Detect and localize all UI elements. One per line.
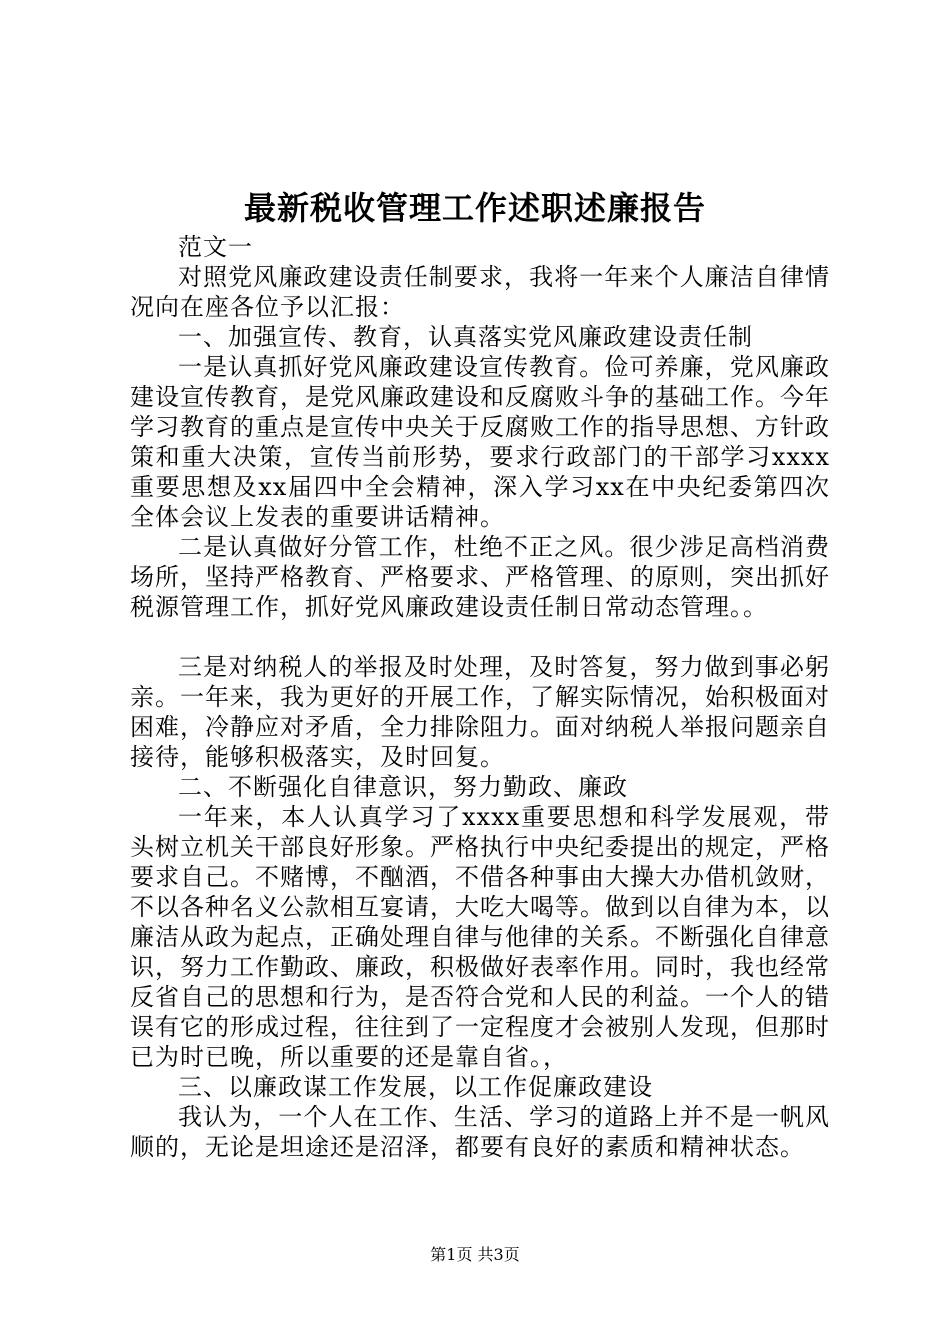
paragraph-self-discipline: 一年来，本人认真学习了xxxx重要思想和科学发展观，带头树立机关干部良好形象。严格执行中央纪委提出的规定，严格要求自己。不赌博，不酗酒，不借各种事由大操大办借机敛财，不以各种名义公款相互宴请，大吃大喝等。做到以自律为本，以廉洁从政为起点，正确处理自律与他律的关系。不断强化自律意识，努力工作勤政、廉政，积极做好表率作用。同时，我也经常反省自己的思想和行为，是否符合党和人民的利益。一个人的错误有它的形成过程，往往到了一定程度才会被别人发现，但那时已为时已晚，所以重要的还是靠自省。， xyxy=(130,803,830,1071)
section-heading-2: 二、不断强化自律意识，努力勤政、廉政 xyxy=(178,773,628,801)
section-heading-3: 三、以廉政谋工作发展，以工作促廉政建设 xyxy=(178,1073,653,1101)
paragraph-point-2: 二是认真做好分管工作，杜绝不正之风。很少涉足高档消费场所，坚持严格教育、严格要求、严格管理、的原则，突出抓好税源管理工作，抓好党风廉政建设责任制日常动态管理。。 xyxy=(130,533,830,621)
section-heading-1: 一、加强宣传、教育，认真落实党风廉政建设责任制 xyxy=(178,323,753,351)
document-body xyxy=(130,232,830,1162)
paragraph-heading-sample: 范文一 xyxy=(178,233,253,261)
paragraph-gap xyxy=(130,622,830,652)
document-title: 最新税收管理工作述职述廉报告 xyxy=(243,189,706,227)
page-number-footer: 第1页 共3页 xyxy=(430,1245,520,1264)
paragraph-point-3: 三是对纳税人的举报及时处理，及时答复，努力做到事必躬亲。一年来，我为更好的开展工作，了解实际情况，始积极面对困难，冷静应对矛盾，全力排除阻力。面对纳税人举报问题亲自接待，能够积极落实，及时回复。 xyxy=(130,653,830,771)
paragraph-point-1: 一是认真抓好党风廉政建设宣传教育。俭可养廉，党风廉政建设宣传教育，是党风廉政建设和反腐败斗争的基础工作。今年学习教育的重点是宣传中央关于反腐败工作的指导思想、方针政策和重大决策，宣传当前形势，要求行政部门的干部学习xxxx重要思想及xx届四中全会精神，深入学习xx在中央纪委第四次全体会议上发表的重要讲话精神。 xyxy=(130,353,830,531)
paragraph-conclusion: 我认为，一个人在工作、生活、学习的道路上并不是一帆风顺的，无论是坦途还是沼泽，都要有良好的素质和精神状态。 xyxy=(130,1103,830,1161)
paragraph-intro: 对照党风廉政建设责任制要求，我将一年来个人廉洁自律情况向在座各位予以汇报： xyxy=(130,263,830,321)
